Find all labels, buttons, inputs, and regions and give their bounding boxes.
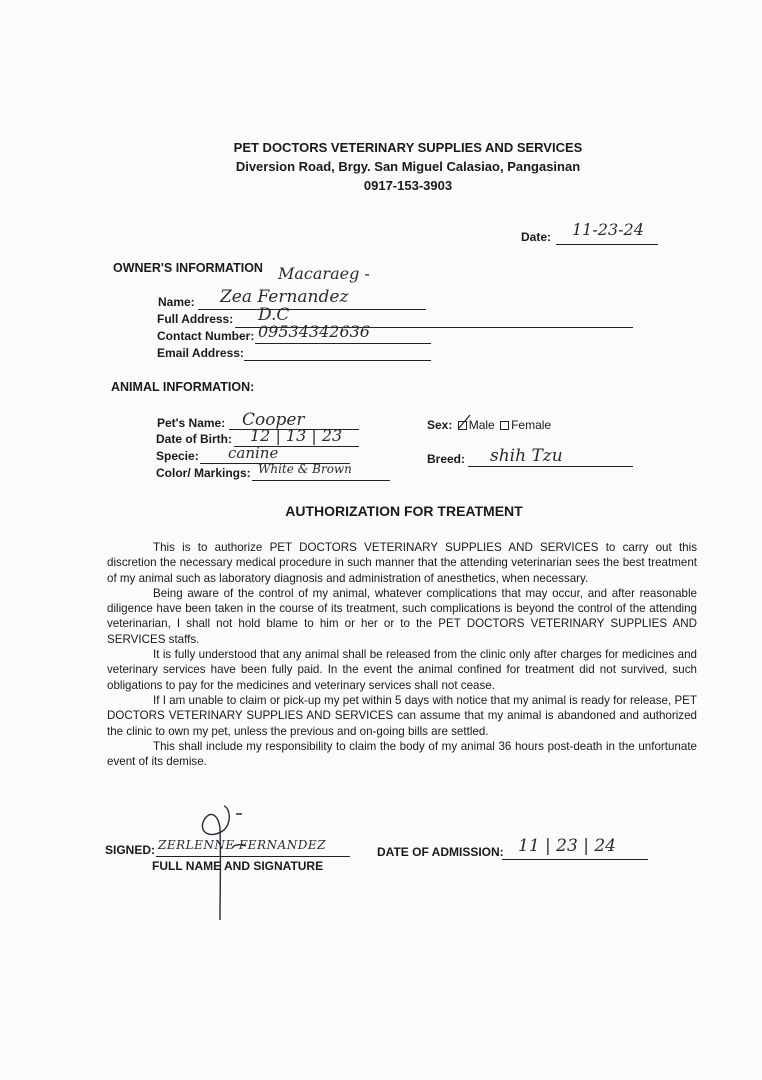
color-value: White & Brown bbox=[258, 462, 352, 476]
signed-name-value: ZERLENNE FERNANDEZ bbox=[158, 838, 326, 852]
animal-section-title: ANIMAL INFORMATION: bbox=[111, 380, 255, 394]
date-value: 11-23-24 bbox=[572, 220, 644, 239]
date-label: Date: bbox=[521, 230, 552, 244]
owner-name-value: Zea Fernandez bbox=[220, 287, 349, 307]
owner-contact-line bbox=[255, 343, 431, 344]
admission-line bbox=[502, 859, 648, 860]
male-option-label: Male bbox=[468, 418, 495, 432]
signature-caption: FULL NAME AND SIGNATURE bbox=[152, 859, 324, 873]
dob-value: 12 | 13 | 23 bbox=[250, 426, 343, 445]
paragraph: This shall include my responsibility to claim the body of my animal 36 hours post-death in the unfortunate event of its demise. bbox=[107, 739, 697, 769]
company-address: Diversion Road, Brgy. San Miguel Calasiao, Pangasinan bbox=[235, 159, 581, 174]
owner-email-label: Email Address: bbox=[157, 346, 244, 360]
check-mark-icon bbox=[457, 414, 471, 430]
color-line bbox=[252, 480, 390, 481]
owner-contact-value: 09534342636 bbox=[258, 322, 370, 341]
pet-name-value: Cooper bbox=[242, 410, 305, 430]
color-label: Color/ Markings: bbox=[156, 466, 251, 480]
owner-contact-label: Contact Number: bbox=[157, 329, 255, 343]
authorization-body bbox=[107, 540, 697, 769]
company-phone: 0917-153-3903 bbox=[363, 178, 453, 193]
paragraph: It is fully understood that any animal shall be released from the clinic only after charges for medicines and veterinary services have been fully paid. In the event the animal confined for treatment did not survived, such obligations to pay for the medicines and veterinary services shall not cease. bbox=[107, 648, 697, 692]
owner-address-label: Full Address: bbox=[157, 312, 234, 326]
paragraph: If I am unable to claim or pick-up my pet within 5 days with notice that my animal is ready for release, PET DOCTORS VETERINARY SUPPLIES AND SERVICES can assume that my animal is abandoned and authorized the clinic to own my pet, unless the previous and on-going bills are settled. bbox=[107, 693, 697, 738]
sex-label: Sex: bbox=[427, 418, 453, 432]
owner-section-title: OWNER'S INFORMATION bbox=[113, 261, 263, 275]
breed-label: Breed: bbox=[427, 452, 466, 466]
admission-label: DATE OF ADMISSION: bbox=[377, 845, 504, 859]
species-label: Specie: bbox=[156, 449, 199, 463]
date-line bbox=[556, 244, 658, 245]
species-value: canine bbox=[228, 444, 279, 462]
authorization-title: AUTHORIZATION FOR TREATMENT bbox=[285, 503, 523, 519]
signed-label: SIGNED: bbox=[105, 843, 156, 857]
pet-name-label: Pet's Name: bbox=[157, 416, 226, 430]
male-checkbox[interactable] bbox=[458, 421, 467, 430]
breed-value: shih Tzu bbox=[490, 446, 563, 466]
female-option-label: Female bbox=[511, 418, 552, 432]
paragraph: This is to authorize PET DOCTORS VETERINARY SUPPLIES AND SERVICES to carry out this discretion the necessary medical procedure in such manner that the attending veterinarian sees the best treatment of my animal such as laboratory diagnosis and administration of anesthetics, when necessary. bbox=[107, 541, 697, 585]
owner-name-extra: Macaraeg - bbox=[278, 264, 370, 283]
paragraph: Being aware of the control of my animal, whatever complications that may occur, and after reasonable diligence have been taken in the course of its treatment, such complications is beyond the control of the attending veterinarian, I shall not hold blame to him or her or to the PET DOCTORS VETERINARY SUPPLIES AND SERVICES staffs. bbox=[107, 586, 697, 646]
sex-field bbox=[427, 418, 551, 432]
owner-address-value: D.C bbox=[258, 305, 290, 325]
breed-line bbox=[468, 466, 633, 467]
owner-name-line bbox=[198, 309, 426, 310]
owner-email-line bbox=[244, 360, 431, 361]
company-name: PET DOCTORS VETERINARY SUPPLIES AND SERVICES bbox=[233, 140, 583, 155]
owner-name-label: Name: bbox=[158, 295, 195, 309]
dob-label: Date of Birth: bbox=[156, 432, 232, 446]
female-checkbox[interactable] bbox=[500, 421, 509, 430]
admission-value: 11 | 23 | 24 bbox=[518, 836, 616, 856]
